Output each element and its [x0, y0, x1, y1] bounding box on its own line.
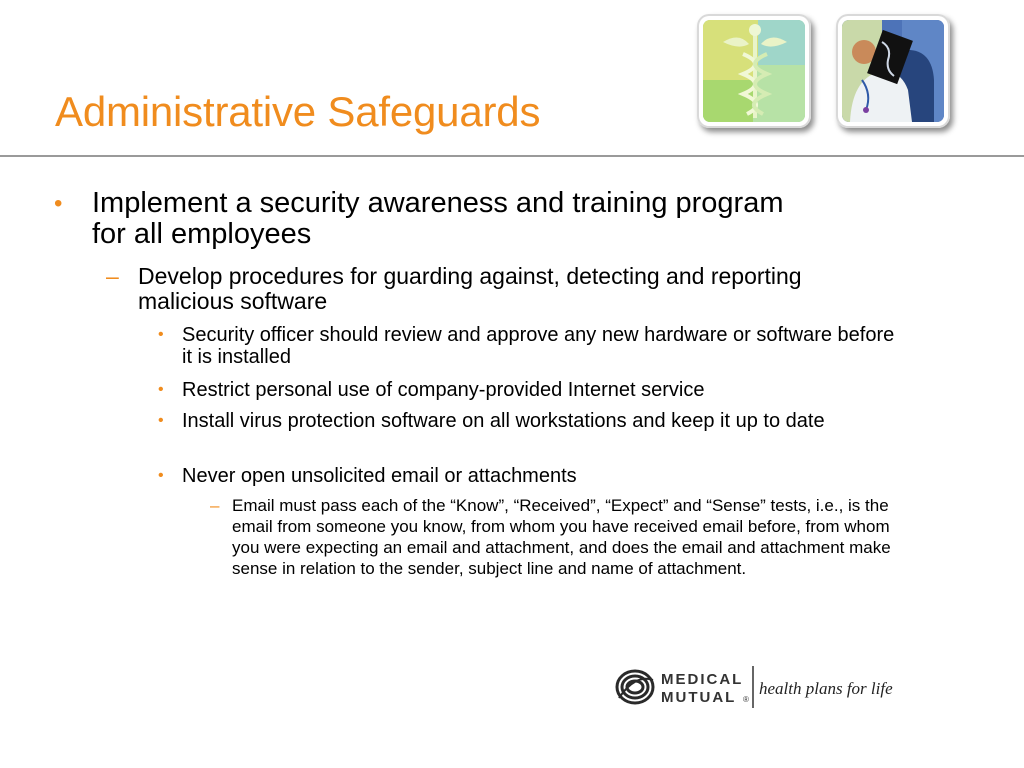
logo-tagline: health plans for life: [759, 679, 893, 698]
bullet-marker: •: [158, 381, 164, 398]
bullet-level3: [158, 324, 902, 368]
bullet-marker: •: [54, 190, 63, 217]
bullet-level2: [106, 263, 858, 314]
slide-title: Administrative Safeguards: [55, 88, 541, 135]
bullet-text: Never open unsolicited email or attachments: [182, 465, 577, 487]
bullet-text: Email must pass each of the “Know”, “Received”, “Expect” and “Sense” tests, i.e., is the email from someone you know, from whom you have received email before, from whom you were expecting an email and attachment, and does the email and attachment make sense in relation to the sender, subject line and name of attachment.: [232, 496, 891, 578]
bullet-level4: [210, 495, 902, 579]
bullet-text: Develop procedures for guarding against, detecting and reporting malicious software: [138, 263, 802, 314]
title-divider: [0, 155, 1024, 157]
bullet-marker: •: [158, 467, 164, 484]
logo-mark-icon: [613, 662, 933, 712]
bullet-level3: [158, 379, 902, 401]
bullet-marker: –: [106, 263, 119, 289]
bullet-marker: •: [158, 326, 164, 343]
caduceus-image: [697, 14, 811, 128]
caduceus-icon: [703, 20, 805, 122]
bullet-text: Implement a security awareness and training program for all employees: [92, 187, 784, 250]
bullet-level3: [158, 465, 902, 487]
logo-text-line1: MEDICAL: [661, 671, 744, 688]
doctor-xray-image: [836, 14, 950, 128]
bullet-text: Install virus protection software on all workstations and keep it up to date: [182, 410, 825, 432]
bullet-level1: [54, 187, 812, 250]
bullet-level3: [158, 410, 902, 432]
bullet-text: Security officer should review and approve any new hardware or software before it is installed: [182, 324, 895, 368]
bullet-text: Restrict personal use of company-provided Internet service: [182, 379, 705, 401]
bullet-marker: •: [158, 412, 164, 429]
logo-text-line2: MUTUAL: [661, 689, 737, 706]
medical-mutual-logo: [613, 662, 933, 712]
doctor-xray-icon: [842, 20, 944, 122]
bullet-marker: –: [210, 496, 220, 515]
logo-trademark: ®: [743, 695, 749, 704]
